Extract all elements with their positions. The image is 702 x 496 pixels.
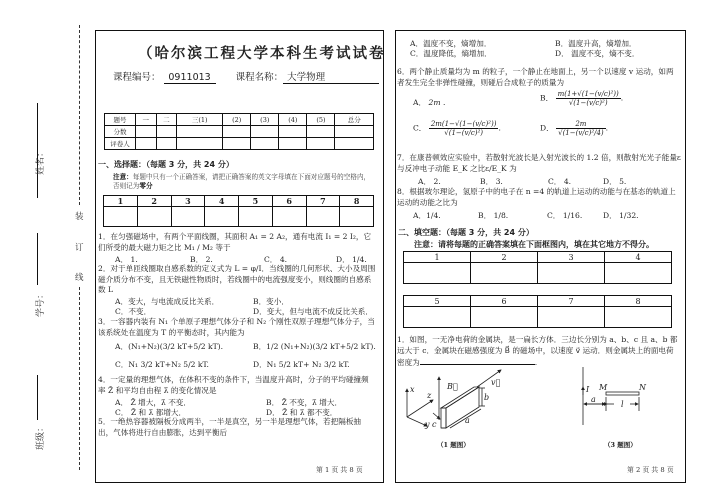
grader-cell (251, 138, 279, 150)
answer-header: 6 (272, 196, 306, 207)
q2-option-d: D．变大，但与电流不成反比关系． (253, 307, 373, 316)
q5-option-b: B．温度升高，熵增加． (555, 39, 637, 48)
q2-option-a: A．变大，与电流成反比关系． (115, 297, 220, 306)
numerator: 2m (556, 120, 606, 129)
section-1-heading: 一、选择题：（每题 3 分，共 24 分） (98, 160, 234, 169)
fill-answer-table-1 (403, 251, 672, 284)
grader-cell (335, 138, 374, 150)
fill-q1-text: 1．如图，一无净电荷的金属块，是一扁长方体．三边长分别为 a、b、c 且 a、b 都远大于 c．金属块在磁感强度为 B⃗ 的磁场中，以速度 v⃗ 运动．则金属块上的面电荷密度为 (397, 335, 678, 368)
course-name-value: 大学物理 (283, 69, 379, 84)
answer-header: 8 (340, 196, 374, 207)
label-c: c (432, 420, 437, 429)
axis-label-z: z (427, 391, 432, 400)
label-b: b (484, 393, 490, 402)
answer-cell[interactable] (205, 207, 239, 227)
q7-option-b: B． 3. (480, 177, 503, 186)
label-M: M (599, 383, 608, 392)
score-cell (279, 126, 307, 138)
score-cell (177, 126, 223, 138)
length-label-l: l (621, 400, 624, 409)
distance-label-a: a (591, 395, 596, 404)
page-1-footer: 第 1 页 共 8 页 (316, 466, 363, 474)
q1-option-a: A． 1. (115, 255, 138, 264)
class-underline (37, 375, 38, 420)
figure-1-caption: （1 题图） (437, 441, 470, 449)
score-header: (3) (251, 114, 279, 126)
question-7: 7．在康普顿效应实验中，若散射光波长是入射光波长的 1.2 倍，则散射光光子能量ε与反冲电子动能 E_K 之比ε/E_K 为 (397, 153, 681, 173)
q8-option-d: D． 1/32. (603, 211, 639, 220)
grader-cell (136, 138, 157, 150)
answer-header: 2 (137, 196, 171, 207)
fill-cell[interactable] (538, 307, 605, 328)
question-3: 3．一容器内装有 N₁ 个单原子理想气体分子和 N₂ 个刚性双原子理想气体分子，当该系统处在温度为 T 的平衡态时，其内能为 (98, 317, 375, 337)
q2-option-c: C．不变． (115, 307, 152, 316)
option-label: C． (413, 123, 427, 133)
q5-option-a: A．温度不变，熵增加． (410, 39, 492, 48)
fill-header: 5 (404, 296, 471, 307)
label-v: v⃗ (491, 378, 501, 387)
score-table (104, 113, 374, 150)
option-label: D． (540, 123, 554, 133)
numerator: 2m(1−√(1−(v/c)²)) (430, 120, 497, 128)
fill-cell[interactable] (404, 263, 471, 284)
score-row-label: 分数 (105, 126, 136, 138)
section-1-note-cont (113, 180, 153, 190)
answer-cell[interactable] (340, 207, 374, 227)
q5-option-d: D． 温度不变，熵不变． (555, 49, 640, 58)
answer-cell[interactable] (171, 207, 205, 227)
fill-header: 4 (605, 252, 672, 263)
option-tail: . (605, 123, 609, 133)
answer-header: 4 (205, 196, 239, 207)
q7-option-d: D． 5. (603, 177, 627, 186)
note-text: 每题中只有一个正确答案，请把正确答案的英文字母填在下面对应题号的空格内， (132, 173, 371, 181)
score-cell (136, 126, 157, 138)
label-B: B⃗ (447, 382, 458, 391)
q1-option-b: B． 2. (190, 255, 213, 264)
fill-header: 3 (538, 252, 605, 263)
score-header: 题号 (105, 114, 136, 126)
figure-3-wire-rod (560, 365, 685, 455)
answer-cell[interactable] (137, 207, 171, 227)
question-8: 8．根据玻尔理论，氢原子中的电子在 n =4 的轨道上运动的动能与在基态的轨道上运动的动能之比为 (397, 187, 676, 207)
fill-header: 1 (404, 252, 471, 263)
q7-option-c: C． 4. (548, 177, 572, 186)
grader-cell (307, 138, 335, 150)
grader-cell (156, 138, 177, 150)
q4-option-c: C． Z̄ 和 λ̄ 都增大． (115, 408, 187, 417)
score-header: 三(1) (177, 114, 223, 126)
fill-header: 2 (471, 252, 538, 263)
score-header: 二 (156, 114, 177, 126)
note-prefix: 注意： (113, 173, 133, 181)
q4-option-d: D． Z̄ 和 λ̄ 都不变． (266, 408, 338, 417)
fill-q1-blank[interactable] (420, 356, 538, 368)
class-label: 班级： (36, 422, 47, 451)
binding-char: 装 (75, 212, 84, 222)
denominator: √(1−(v/c)²) (568, 99, 608, 107)
question-2: 2．对于单匝线圈取自感系数的定义式为 L = φ/I．当线圈的几何形状、大小及周围磁介质分布不变，且无铁磁性物质时，若线圈中的电流强度变小，则线圈的自感系数 L (98, 264, 376, 295)
exam-title: （哈尔滨工程大学本科生考试试卷 (138, 46, 386, 62)
note-text: 否则记为 (113, 182, 140, 190)
course-code-value: 0911013 (164, 72, 216, 84)
name-label: 姓名： (36, 147, 47, 176)
q7-option-a: A． 2. (418, 177, 441, 186)
score-cell (335, 126, 374, 138)
fill-question-1 (397, 335, 681, 369)
axis-label-y: y (425, 420, 430, 429)
score-header: (2) (223, 114, 251, 126)
current-label-I: I (586, 385, 590, 394)
binding-dashed-line-top (79, 25, 80, 205)
id-underline (37, 233, 38, 285)
q6-option-c (413, 120, 501, 137)
fraction (429, 120, 499, 137)
note-zero: 零分 (139, 182, 153, 190)
score-header: (4) (279, 114, 307, 126)
fill-answer-table-2 (403, 295, 672, 328)
grader-cell (223, 138, 251, 150)
score-header: 一 (136, 114, 157, 126)
section-2-heading: 二、填空题：（每题 3 分，共 24 分） (398, 228, 534, 237)
q6-option-a (413, 97, 445, 108)
fill-cell[interactable] (605, 263, 672, 284)
q6-option-b (540, 90, 623, 107)
figure-1-metal-block (395, 365, 560, 455)
section-2-note: 注意：请将每题的正确答案填在下面框图内，填在其它地方不得分。 (414, 240, 654, 249)
fraction (556, 90, 624, 107)
answer-cell[interactable] (104, 207, 138, 227)
fill-cell[interactable] (471, 307, 538, 328)
option-tail: . (498, 123, 501, 133)
figure-3-caption: （3 题图） (604, 441, 637, 449)
question-1: 1．在匀强磁场中，有两个平面线圈，其面积 A₁ = 2 A₂，通有电流 I₁ = 2 I₂，它们所受的最大磁力矩之比 M₁ / M₂ 等于 (98, 232, 372, 252)
fill-cell[interactable] (471, 263, 538, 284)
grader-cell (279, 138, 307, 150)
answer-header: 1 (104, 196, 138, 207)
q3-option-a: A．(N₁+N₂)(3/2 kT+5/2 kT). (115, 342, 224, 351)
q4-option-b: B． Z̄ 不变，λ̄ 增大． (266, 398, 343, 407)
denominator: √(1−(v/c)²/4) (558, 129, 604, 137)
fill-cell[interactable] (605, 307, 672, 328)
binding-dashed-line-bottom (79, 287, 80, 470)
fill-header: 8 (605, 296, 672, 307)
binding-char: 订 (75, 243, 84, 253)
option-label: A． (413, 98, 427, 107)
option-tail: . (620, 93, 624, 103)
q2-option-b: B．变小． (253, 297, 289, 306)
score-header: (5) (307, 114, 335, 126)
fill-q1-end: . (534, 358, 538, 368)
label-a: a (465, 416, 470, 425)
grader-cell (177, 138, 223, 150)
axis-label-x: x (410, 385, 415, 394)
q1-option-d: D． 1/4. (336, 255, 367, 264)
question-4: 4．一定量的理想气体，在体积不变的条件下，当温度升高时，分子的平均碰撞频率 Z̄ 和平均自由程 λ̄ 的变化情况是 (98, 375, 369, 395)
score-cell (251, 126, 279, 138)
answer-header: 7 (306, 196, 340, 207)
q3-option-d: D．N₁ 5/2 kT+ N₂ 3/2 kT. (253, 360, 350, 369)
answer-cell[interactable] (239, 207, 273, 227)
choice-answer-table (103, 195, 374, 227)
score-cell (156, 126, 177, 138)
student-id-label: 学号： (36, 289, 47, 318)
page-2-footer: 第 2 页 共 8 页 (627, 466, 674, 474)
answer-cell[interactable] (272, 207, 306, 227)
q8-option-c: C． 1/16. (547, 211, 583, 220)
q3-option-b: B．1/2 (N₁+N₂)(3/2 kT+5/2 kT). (253, 342, 376, 351)
score-cell (307, 126, 335, 138)
binding-char: 线 (75, 273, 84, 283)
course-code-label: 课程编号： (113, 72, 161, 83)
q8-option-a: A．1/4. (413, 211, 441, 220)
fill-header: 6 (471, 296, 538, 307)
answer-cell[interactable] (306, 207, 340, 227)
answer-header: 3 (171, 196, 205, 207)
score-header: 总分 (335, 114, 374, 126)
answer-header: 5 (239, 196, 273, 207)
q4-option-a: A． Z̄ 增大，λ̄ 不变． (115, 398, 191, 407)
question-5: 5．一绝热容器被隔板分成两半，一半是真空，另一半是理想气体，若把隔板抽出，气体将进行自由膨胀，达到平衡后 (98, 417, 362, 437)
course-name-label: 课程名称： (235, 72, 284, 83)
q8-option-b: B． 1/8. (478, 211, 509, 220)
fraction (556, 120, 609, 137)
q3-option-c: C．N₁ 3/2 kT+N₂ 5/2 kT. (115, 360, 209, 369)
question-6: 6．两个静止质量均为 m 的粒子，一个静止在地面上，另一个以速度 v 运动，如两者发生完全非弹性碰撞，则碰后合成粒子的质量为 (397, 67, 674, 87)
numerator: m(1+√(1−(v/c)²)) (557, 90, 619, 98)
fill-cell[interactable] (404, 307, 471, 328)
fill-cell[interactable] (538, 263, 605, 284)
option-label: B． (540, 93, 554, 103)
score-cell (223, 126, 251, 138)
denominator: √(1−(v/c)²) (444, 129, 484, 137)
course-info (113, 69, 379, 84)
q1-option-c: C． 4. (264, 255, 288, 264)
q5-option-c: C．温度降低，熵增加． (410, 49, 492, 58)
q6-option-d (540, 120, 608, 137)
score-row-label: 评卷人 (105, 138, 136, 150)
option-value: 2m . (428, 98, 446, 107)
fill-header: 7 (538, 296, 605, 307)
label-N: N (639, 383, 646, 392)
